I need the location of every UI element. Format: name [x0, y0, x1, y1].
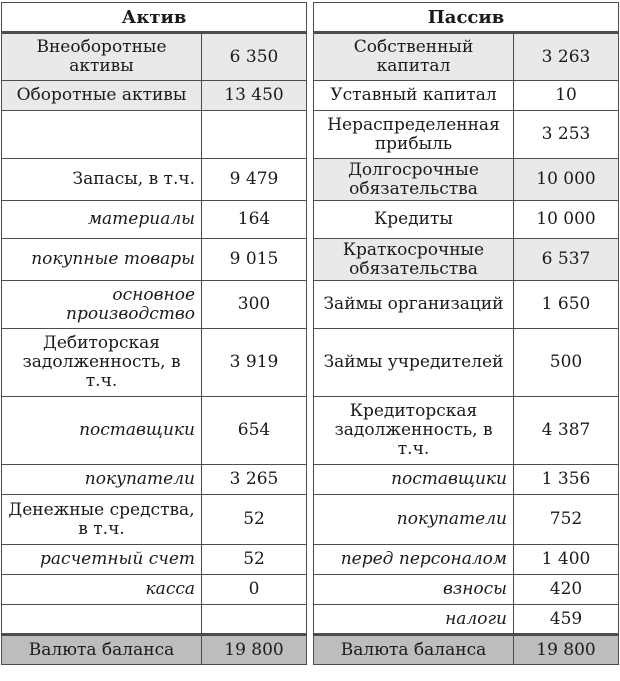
- liabilities-total-row: [314, 635, 619, 665]
- table-row: [2, 495, 307, 545]
- row-value: 1 356: [514, 465, 619, 495]
- row-value: 752: [514, 495, 619, 545]
- row-label: поставщики: [2, 397, 202, 465]
- row-label: основное производство: [2, 281, 202, 329]
- table-row: [314, 465, 619, 495]
- assets-table: [1, 2, 307, 665]
- row-value: 4 387: [514, 397, 619, 465]
- liabilities-total-value: 19 800: [514, 635, 619, 665]
- row-value: 10 000: [514, 201, 619, 239]
- row-value: 13 450: [202, 81, 307, 111]
- row-label: Уставный капитал: [314, 81, 514, 111]
- table-row: [314, 397, 619, 465]
- table-row: [2, 239, 307, 281]
- table-row: [314, 281, 619, 329]
- assets-total-value: 19 800: [202, 635, 307, 665]
- row-label: Займы организаций: [314, 281, 514, 329]
- table-row: [2, 605, 307, 635]
- table-row: [314, 575, 619, 605]
- assets-header: Актив: [2, 3, 307, 33]
- table-row: [2, 397, 307, 465]
- liabilities-total-label: Валюта баланса: [314, 635, 514, 665]
- row-value: 3 265: [202, 465, 307, 495]
- table-row: [2, 545, 307, 575]
- table-row: [2, 281, 307, 329]
- row-value: 52: [202, 495, 307, 545]
- table-row: [2, 201, 307, 239]
- row-label: Денежные средства, в т.ч.: [2, 495, 202, 545]
- row-label: поставщики: [314, 465, 514, 495]
- row-label: покупные товары: [2, 239, 202, 281]
- row-value: [202, 605, 307, 635]
- row-value: 10: [514, 81, 619, 111]
- row-label: Дебиторская задолженность, в т.ч.: [2, 329, 202, 397]
- assets-header-row: [2, 3, 307, 33]
- table-row: [314, 329, 619, 397]
- table-row: [2, 81, 307, 111]
- row-value: 420: [514, 575, 619, 605]
- row-label: покупатели: [314, 495, 514, 545]
- row-label: Кредиты: [314, 201, 514, 239]
- row-label: материалы: [2, 201, 202, 239]
- assets-total-row: [2, 635, 307, 665]
- row-value: 654: [202, 397, 307, 465]
- row-value: 0: [202, 575, 307, 605]
- row-value: 459: [514, 605, 619, 635]
- liabilities-table: [313, 2, 619, 665]
- row-value: 3 919: [202, 329, 307, 397]
- row-value: 1 400: [514, 545, 619, 575]
- row-label: Кредиторская задолженность, в т.ч.: [314, 397, 514, 465]
- row-label: покупатели: [2, 465, 202, 495]
- row-label: Запасы, в т.ч.: [2, 159, 202, 201]
- row-label: [2, 111, 202, 159]
- row-label: налоги: [314, 605, 514, 635]
- table-row: [314, 81, 619, 111]
- table-row: [314, 495, 619, 545]
- assets-total-label: Валюта баланса: [2, 635, 202, 665]
- table-row: [314, 239, 619, 281]
- table-row: [314, 159, 619, 201]
- row-value: 164: [202, 201, 307, 239]
- row-label: перед персоналом: [314, 545, 514, 575]
- row-label: Внеоборотные активы: [2, 33, 202, 81]
- table-row: [314, 545, 619, 575]
- table-row: [2, 465, 307, 495]
- liabilities-header: Пассив: [314, 3, 619, 33]
- row-label: [2, 605, 202, 635]
- row-value: 9 479: [202, 159, 307, 201]
- row-value: [202, 111, 307, 159]
- row-value: 1 650: [514, 281, 619, 329]
- liabilities-header-row: [314, 3, 619, 33]
- row-label: расчетный счет: [2, 545, 202, 575]
- row-value: 52: [202, 545, 307, 575]
- row-label: Нераспределенная прибыль: [314, 111, 514, 159]
- row-label: Краткосрочные обязательства: [314, 239, 514, 281]
- row-value: 3 263: [514, 33, 619, 81]
- row-label: взносы: [314, 575, 514, 605]
- row-value: 9 015: [202, 239, 307, 281]
- row-label: Долгосрочные обязательства: [314, 159, 514, 201]
- table-row: [314, 33, 619, 81]
- row-label: Собственный капитал: [314, 33, 514, 81]
- table-row: [2, 111, 307, 159]
- row-value: 3 253: [514, 111, 619, 159]
- table-row: [314, 201, 619, 239]
- row-label: Займы учредителей: [314, 329, 514, 397]
- table-row: [2, 33, 307, 81]
- row-value: 6 350: [202, 33, 307, 81]
- row-label: касса: [2, 575, 202, 605]
- table-row: [314, 111, 619, 159]
- row-label: Оборотные активы: [2, 81, 202, 111]
- table-row: [2, 159, 307, 201]
- row-value: 300: [202, 281, 307, 329]
- column-divider: [307, 0, 312, 681]
- table-row: [314, 605, 619, 635]
- row-value: 10 000: [514, 159, 619, 201]
- table-row: [2, 329, 307, 397]
- row-value: 500: [514, 329, 619, 397]
- row-value: 6 537: [514, 239, 619, 281]
- table-row: [2, 575, 307, 605]
